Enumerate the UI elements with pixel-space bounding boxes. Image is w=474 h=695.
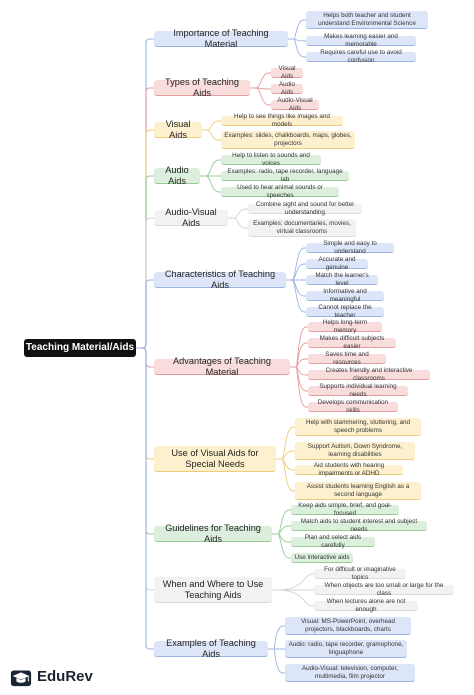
edurev-logo bbox=[10, 664, 93, 688]
leaf-node[interactable]: Examples: slides, chalkboards, maps, globes, projectors bbox=[221, 131, 355, 149]
leaf-node[interactable]: Examples: radio, tape recorder, language lab bbox=[221, 171, 349, 181]
leaf-link bbox=[288, 39, 306, 57]
leaf-node[interactable]: Requires careful use to avoid confusion bbox=[306, 52, 416, 62]
leaf-node[interactable]: Makes learning easier and memorable bbox=[306, 36, 416, 46]
leaf-link bbox=[272, 590, 314, 606]
leaf-node[interactable]: For difficult or imaginative topics bbox=[314, 569, 406, 579]
leaf-node[interactable]: Helps both teacher and student understand Environmental Science bbox=[306, 11, 428, 29]
leaf-node[interactable]: Develops communication skills bbox=[308, 402, 398, 412]
branch-importance-of-teaching-material[interactable]: Importance of Teaching Material bbox=[154, 31, 288, 47]
leaf-node[interactable]: Use interactive aids bbox=[291, 553, 353, 563]
leaf-link bbox=[276, 451, 295, 459]
leaf-link bbox=[268, 626, 285, 649]
leaf-link bbox=[276, 427, 295, 459]
leaf-node[interactable]: Assist students learning English as a second language bbox=[295, 482, 421, 500]
root-link bbox=[136, 348, 154, 367]
leaf-node[interactable]: Plan and select aids carefully bbox=[291, 537, 375, 547]
leaf-node[interactable]: Supports individual learning needs bbox=[308, 386, 408, 396]
leaf-link bbox=[290, 359, 308, 367]
root-link bbox=[136, 280, 154, 348]
leaf-node[interactable]: Help with stammering, stuttering, and speech problems bbox=[295, 418, 421, 436]
leaf-link bbox=[228, 218, 248, 228]
leaf-node[interactable]: Saves time and resources bbox=[308, 354, 386, 364]
branch-use-of-visual-aids-for-special-needs[interactable]: Use of Visual Aids for Special Needs bbox=[154, 446, 276, 472]
leaf-node[interactable]: Visual Aids bbox=[271, 68, 303, 78]
leaf-node[interactable]: Keep aids simple, brief, and goal-focused bbox=[291, 505, 399, 515]
leaf-link bbox=[290, 327, 308, 367]
leaf-node[interactable]: Cannot replace the teacher bbox=[306, 307, 384, 317]
root-link bbox=[136, 348, 154, 590]
leaf-link bbox=[276, 459, 295, 470]
leaf-node[interactable]: Examples: documentaries, movies, virtual classrooms bbox=[248, 219, 356, 237]
leaf-link bbox=[272, 526, 291, 534]
leaf-link bbox=[200, 176, 221, 192]
graduation-cap-icon bbox=[10, 665, 32, 687]
leaf-node[interactable]: Audio-Visual Aids bbox=[271, 100, 319, 110]
leaf-node[interactable]: Used to hear animal sounds or speeches bbox=[221, 187, 339, 197]
leaf-link bbox=[228, 209, 248, 218]
leaf-node[interactable]: Simple and easy to understand bbox=[306, 243, 394, 253]
leaf-node[interactable]: When objects are too small or large for the class bbox=[314, 585, 454, 595]
leaf-link bbox=[250, 73, 271, 88]
branch-audio-aids[interactable]: Audio Aids bbox=[154, 168, 200, 184]
root-link bbox=[136, 348, 154, 649]
branch-guidelines-for-teaching-aids[interactable]: Guidelines for Teaching Aids bbox=[154, 526, 272, 542]
leaf-node[interactable]: Aid students with hearing impairments or ADHD bbox=[295, 465, 403, 475]
leaf-node[interactable]: Audio: radio, tape recorder, gramophone, linguaphone bbox=[285, 640, 407, 658]
root-link bbox=[136, 218, 154, 348]
root-link bbox=[136, 348, 154, 534]
leaf-link bbox=[202, 121, 221, 130]
root-link bbox=[136, 176, 154, 348]
leaf-link bbox=[290, 367, 308, 375]
leaf-link bbox=[200, 160, 221, 176]
leaf-link bbox=[202, 130, 221, 140]
leaf-link bbox=[288, 20, 306, 39]
branch-when-and-where-to-use-teaching-aids[interactable]: When and Where to Use Teaching Aids bbox=[154, 577, 272, 603]
leaf-link bbox=[272, 574, 314, 590]
leaf-node[interactable]: Accurate and genuine bbox=[306, 259, 368, 269]
leaf-node[interactable]: Creates friendly and interactive classrooms bbox=[308, 370, 430, 380]
root-link bbox=[136, 348, 154, 459]
logo-text: EduRev bbox=[37, 667, 93, 685]
leaf-node[interactable]: Match aids to student interest and subject needs bbox=[291, 521, 427, 531]
leaf-node[interactable]: Informative and meaningful bbox=[306, 291, 384, 301]
leaf-node[interactable]: Makes difficult subjects easier bbox=[308, 338, 396, 348]
leaf-node[interactable]: Audio Aids bbox=[271, 84, 303, 94]
branch-advantages-of-teaching-material[interactable]: Advantages of Teaching Material bbox=[154, 359, 290, 375]
leaf-node[interactable]: Match the learner's level bbox=[306, 275, 378, 285]
branch-audio-visual-aids[interactable]: Audio-Visual Aids bbox=[154, 210, 228, 226]
leaf-node[interactable]: Helps long-term memory bbox=[308, 322, 382, 332]
branch-visual-aids[interactable]: Visual Aids bbox=[154, 122, 202, 138]
branch-characteristics-of-teaching-aids[interactable]: Characteristics of Teaching Aids bbox=[154, 272, 286, 288]
branch-types-of-teaching-aids[interactable]: Types of Teaching Aids bbox=[154, 80, 250, 96]
leaf-node[interactable]: Visual: MS-PowerPoint, overhead projectors, blackboards, charts bbox=[285, 617, 411, 635]
leaf-link bbox=[272, 534, 291, 542]
branch-examples-of-teaching-aids[interactable]: Examples of Teaching Aids bbox=[154, 641, 268, 657]
leaf-node[interactable]: Combine sight and sound for better understanding bbox=[248, 204, 362, 214]
root-node[interactable]: Teaching Material/Aids bbox=[24, 339, 136, 357]
leaf-node[interactable]: When lectures alone are not enough bbox=[314, 601, 418, 611]
leaf-node[interactable]: Help to see things like images and models bbox=[221, 116, 343, 126]
leaf-node[interactable]: Help to listen to sounds and voices bbox=[221, 155, 321, 165]
leaf-node[interactable]: Support Autism, Down Syndrome, learning disabilities bbox=[295, 442, 415, 460]
leaf-link bbox=[268, 649, 285, 673]
root-link bbox=[136, 39, 154, 348]
root-link bbox=[136, 130, 154, 348]
leaf-node[interactable]: Audio-Visual: television, computer, multimedia, film projector bbox=[285, 664, 415, 682]
leaf-link bbox=[250, 88, 271, 105]
leaf-link bbox=[290, 367, 308, 407]
